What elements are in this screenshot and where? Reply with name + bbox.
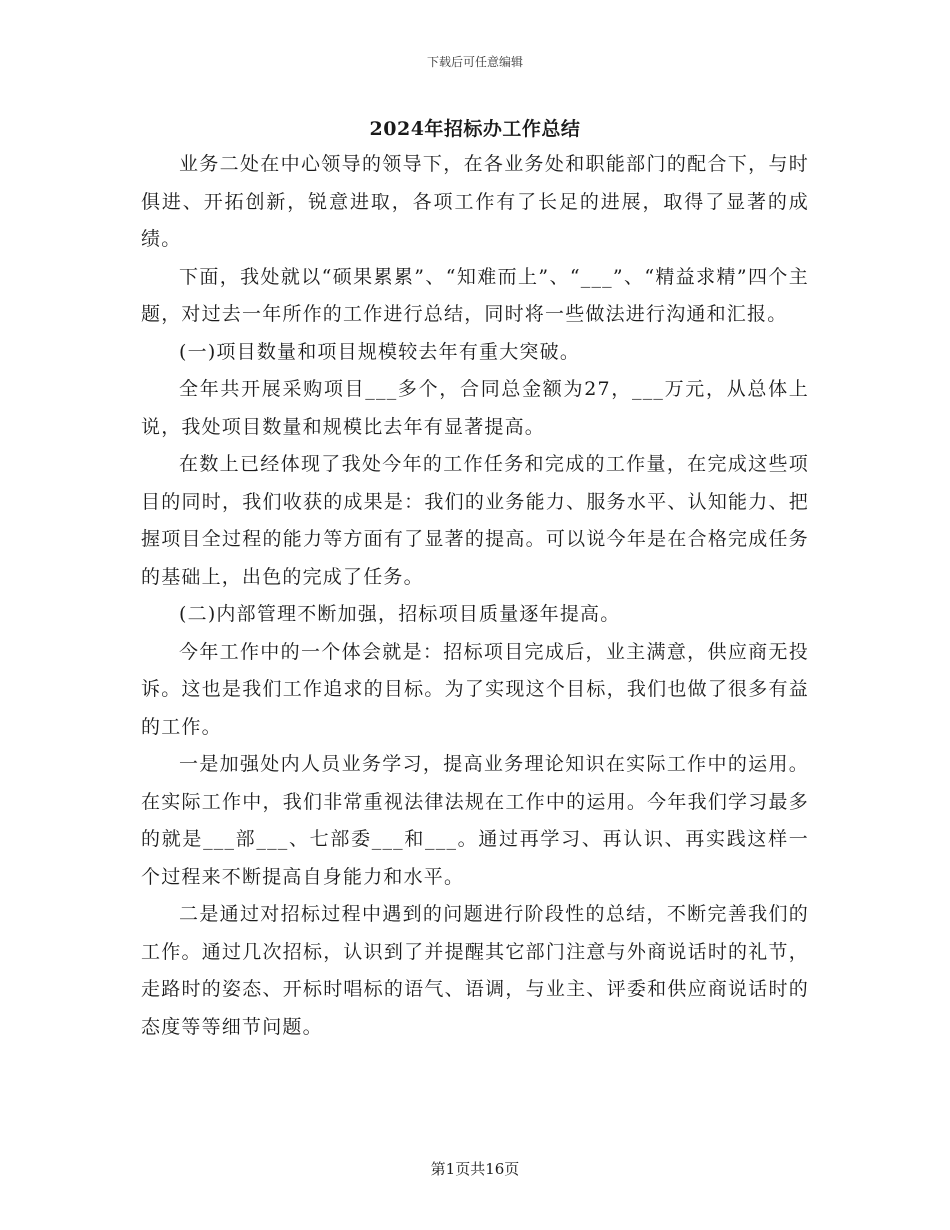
paragraph: 全年共开展采购项目___多个，合同总金额为27，___万元，从总体上说，我处项目数量和规模比去年有显著提高。: [141, 378, 809, 438]
document-title: 2024年招标办工作总结: [369, 118, 581, 140]
section-heading: (一)项目数量和项目规模较去年有重大突破。: [179, 340, 581, 363]
paragraph: 在数上已经体现了我处今年的工作任务和完成的工作量，在完成这些项目的同时，我们收获的成果是：我们的业务能力、服务水平、认知能力、把握项目全过程的能力等方面有了显著的提高。可以说今年是在合格完成任务的基础上，出色的完成了任务。: [141, 453, 809, 588]
header-note: 下载后可任意编辑: [426, 55, 523, 69]
paragraph: 今年工作中的一个体会就是：招标项目完成后，业主满意，供应商无投诉。这也是我们工作追求的目标。为了实现这个目标，我们也做了很多有益的工作。: [141, 640, 809, 738]
paragraph: 二是通过对招标过程中遇到的问题进行阶段性的总结，不断完善我们的工作。通过几次招标，认识到了并提醒其它部门注意与外商说话时的礼节，走路时的姿态、开标时唱标的语气、语调，与业主、评委和供应商说话时的态度等等细节问题。: [141, 903, 809, 1038]
document-body: [141, 146, 809, 1046]
page-number-footer: 第1页共16页: [430, 1160, 520, 1178]
paragraph: 业务二处在中心领导的领导下，在各业务处和职能部门的配合下，与时俱进、开拓创新，锐意进取，各项工作有了长足的进展，取得了显著的成绩。: [141, 153, 809, 250]
paragraph: 下面，我处就以“硕果累累”、“知难而上”、“___”、“精益求精”四个主题，对过去一年所作的工作进行总结，同时将一些做法进行沟通和汇报。: [141, 265, 809, 325]
paragraph: 一是加强处内人员业务学习，提高业务理论知识在实际工作中的运用。在实际工作中，我们非常重视法律法规在工作中的运用。今年我们学习最多的就是___部___、七部委___和___。通过再学习、再认识、再实践这样一个过程来不断提高自身能力和水平。: [141, 753, 809, 888]
section-heading: (二)内部管理不断加强，招标项目质量逐年提高。: [179, 603, 621, 625]
